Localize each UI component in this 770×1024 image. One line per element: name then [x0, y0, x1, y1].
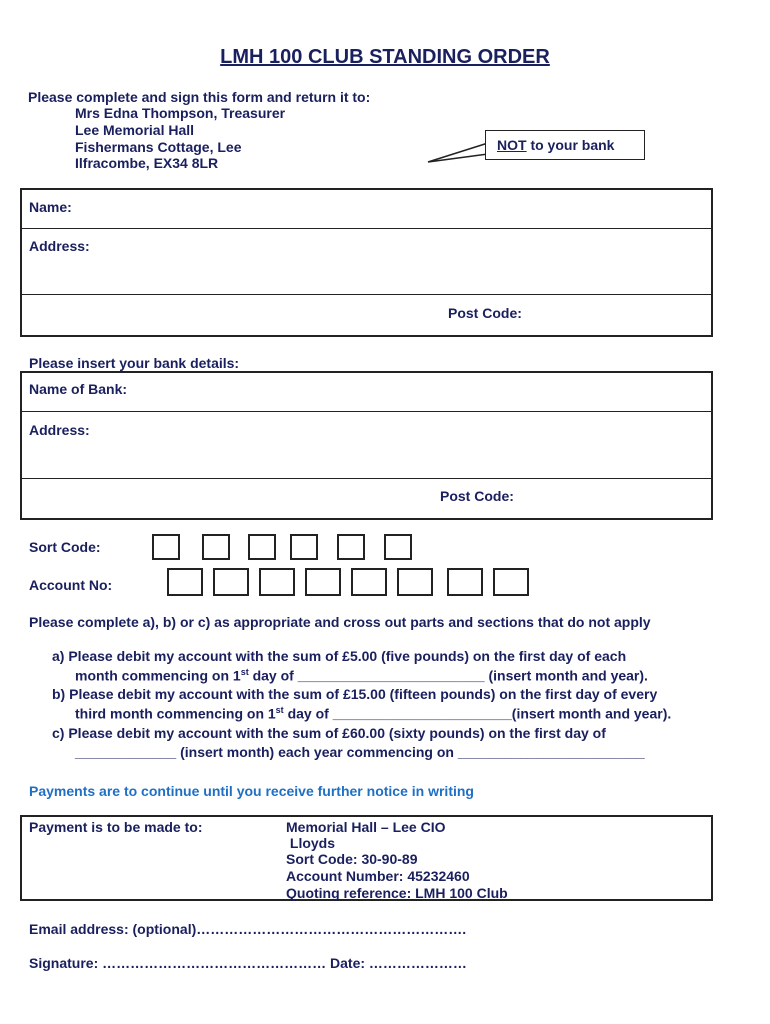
bank-address-label: Address: — [29, 422, 90, 438]
postcode-field[interactable] — [535, 300, 705, 328]
bank-address-field[interactable] — [100, 418, 700, 474]
divider — [20, 478, 713, 479]
payments-notice: Payments are to continue until you receive further notice in writing — [29, 783, 474, 799]
option-b-line-1: b) Please debit my account with the sum of £15.00 (fifteen pounds) on the first day of every — [52, 686, 658, 702]
bank-postcode-field[interactable] — [528, 484, 704, 512]
account-number-digit[interactable] — [305, 568, 341, 596]
account-number-digit[interactable] — [493, 568, 529, 596]
account-number-digit[interactable] — [259, 568, 295, 596]
account-number-digit[interactable] — [351, 568, 387, 596]
sort-code-digit[interactable] — [202, 534, 230, 560]
name-field[interactable] — [90, 196, 700, 220]
payment-line: Lloyds — [286, 835, 336, 851]
bank-name-label: Name of Bank: — [29, 381, 128, 397]
not-to-bank-callout — [485, 130, 645, 160]
sort-code-digit[interactable] — [384, 534, 412, 560]
payment-line: Sort Code: 30-90-89 — [286, 851, 418, 867]
divider — [20, 411, 713, 412]
bank-postcode-label: Post Code: — [440, 488, 514, 504]
sort-code-digit[interactable] — [248, 534, 276, 560]
bank-intro: Please insert your bank details: — [29, 355, 240, 371]
options-intro: Please complete a), b) or c) as appropriate and cross out parts and sections that do not apply — [29, 614, 651, 630]
payment-line: Memorial Hall – Lee CIO — [286, 819, 446, 835]
callout-not: NOT — [497, 137, 527, 153]
sort-code-digit[interactable] — [152, 534, 180, 560]
option-c-line-2: _____________ (insert month) each year commencing on ________________________ — [75, 744, 645, 760]
email-line[interactable]: Email address: (optional)…………………………………………………. — [29, 921, 467, 937]
return-address-line: Ilfracombe, EX34 8LR — [75, 155, 219, 171]
payment-line: Quoting reference: LMH 100 Club — [286, 885, 508, 901]
signature-line[interactable]: Signature: ………………………………………… Date: ………………… — [29, 955, 467, 971]
postcode-label: Post Code: — [448, 305, 522, 321]
option-a-line-2 — [75, 667, 648, 684]
option-c-line-1: c) Please debit my account with the sum of £60.00 (sixty pounds) on the first day of — [52, 725, 606, 741]
divider — [20, 294, 713, 295]
sort-code-digit[interactable] — [337, 534, 365, 560]
account-number-digit[interactable] — [213, 568, 249, 596]
address-field[interactable] — [100, 234, 700, 290]
option-a-line-1: a) Please debit my account with the sum of £5.00 (five pounds) on the first day of each — [52, 648, 627, 664]
account-number-digit[interactable] — [447, 568, 483, 596]
option-a-text: day of ________________________ (insert month and year). — [248, 667, 648, 684]
ordinal-sup: st — [240, 667, 249, 677]
return-address-line: Fishermans Cottage, Lee — [75, 139, 242, 155]
return-address-line: Lee Memorial Hall — [75, 122, 195, 138]
divider — [20, 228, 713, 229]
option-b-text: day of _______________________(insert month and year). — [283, 705, 672, 722]
option-b-line-2 — [75, 705, 671, 722]
option-b-text: third month commencing on 1 — [75, 705, 276, 722]
payment-label: Payment is to be made to: — [29, 819, 203, 835]
account-number-digit[interactable] — [167, 568, 203, 596]
return-address-line: Mrs Edna Thompson, Treasurer — [75, 105, 286, 121]
bank-name-field[interactable] — [140, 378, 700, 404]
name-label: Name: — [29, 199, 72, 215]
option-a-text: month commencing on 1 — [75, 667, 241, 684]
account-number-digit[interactable] — [397, 568, 433, 596]
page-title: LMH 100 CLUB STANDING ORDER — [220, 46, 550, 68]
address-label: Address: — [29, 238, 90, 254]
ordinal-sup: st — [275, 705, 284, 715]
sort-code-digit[interactable] — [290, 534, 318, 560]
return-intro: Please complete and sign this form and return it to: — [28, 89, 371, 105]
account-number-label: Account No: — [29, 577, 113, 593]
sort-code-label: Sort Code: — [29, 539, 101, 555]
payment-line: Account Number: 45232460 — [286, 868, 470, 884]
callout-rest: to your bank — [526, 137, 615, 153]
